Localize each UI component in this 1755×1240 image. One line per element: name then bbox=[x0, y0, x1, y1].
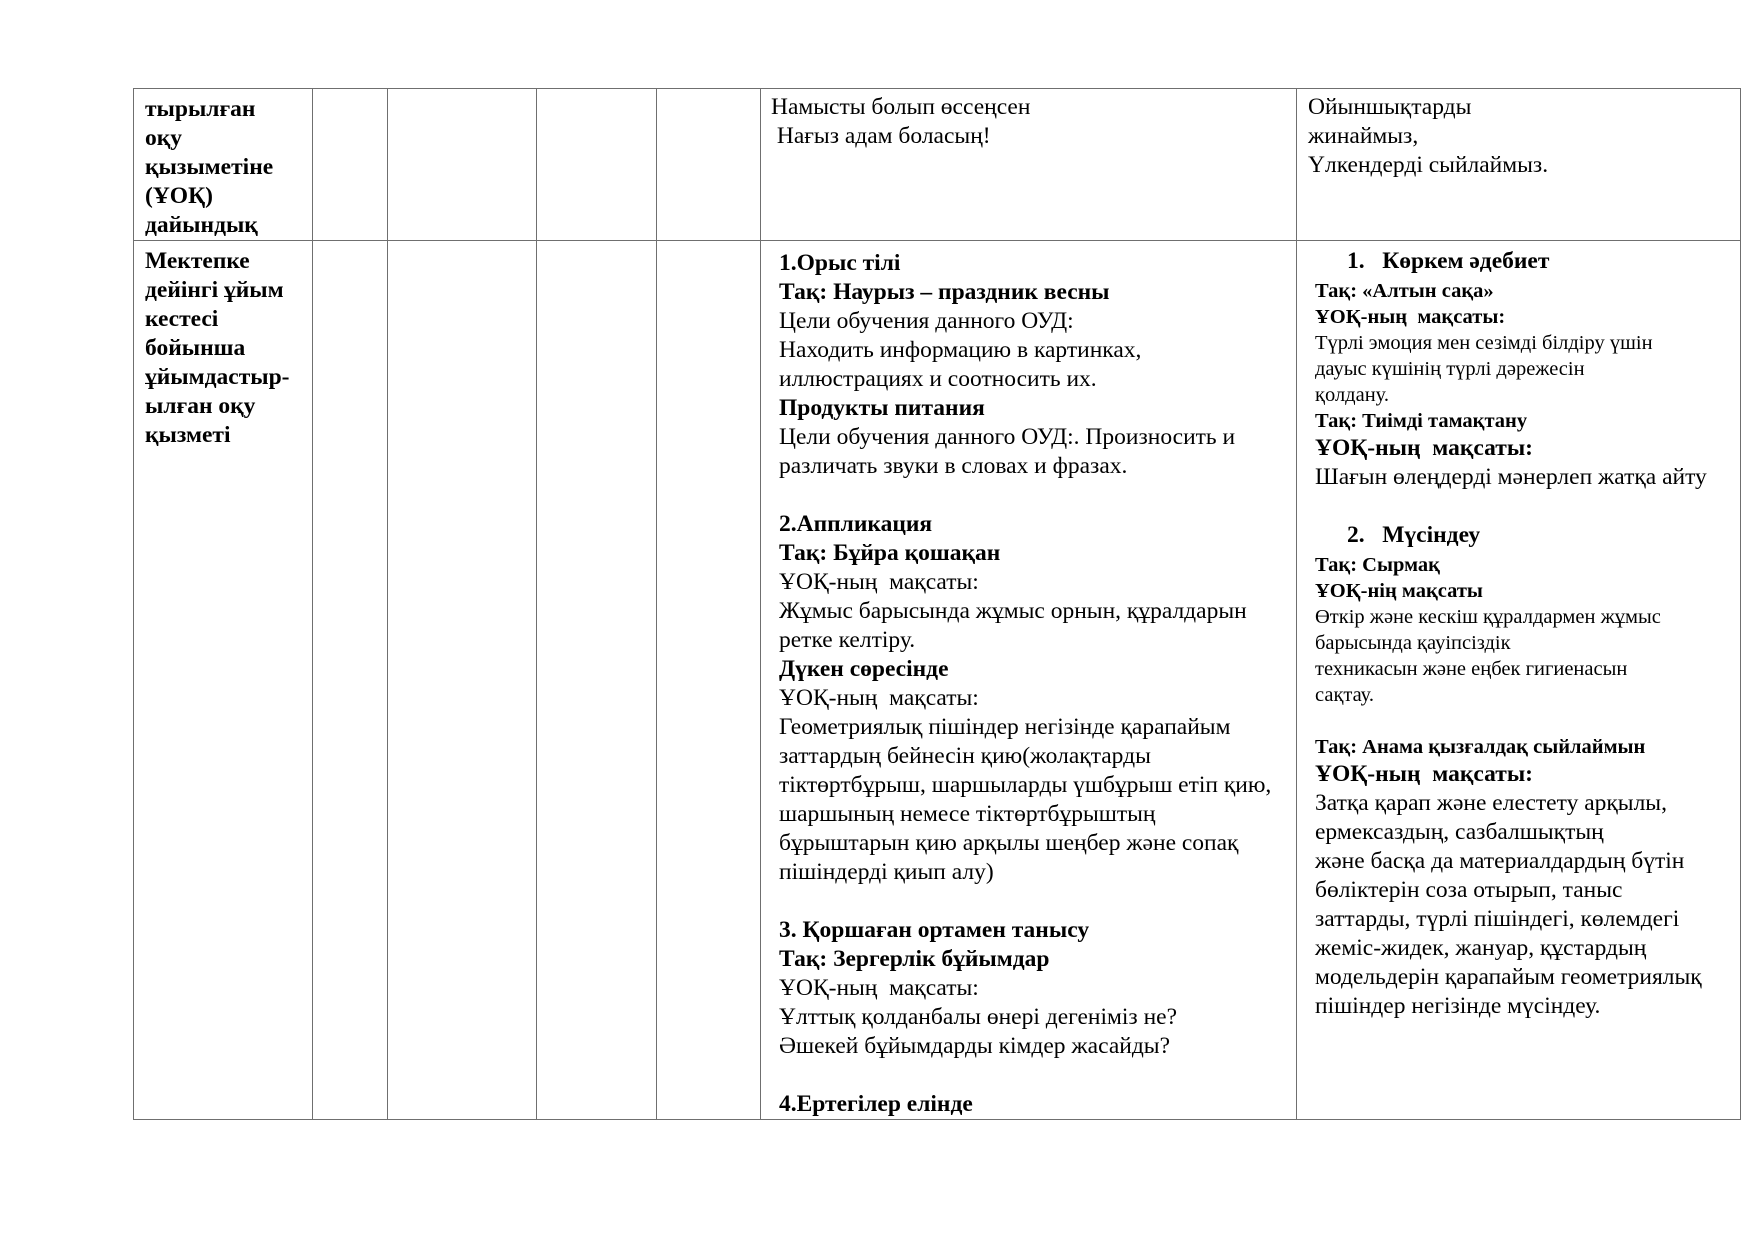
section-title bbox=[1315, 521, 1732, 550]
topic-title: Тақ: «Алтын сақа» bbox=[1315, 280, 1494, 302]
empty-cell bbox=[537, 89, 657, 241]
goal-text: бөліктерін соза отырып, таныс bbox=[1315, 877, 1623, 903]
row-label-line: оқу bbox=[145, 125, 183, 151]
goal-text: Ұлттық қолданбалы өнері дегеніміз не? bbox=[779, 1004, 1178, 1030]
goal-text: қолдану. bbox=[1315, 384, 1389, 406]
goal-text: модельдерін қарапайым геометриялық bbox=[1315, 964, 1702, 990]
row-label-cell bbox=[134, 89, 313, 241]
row-label-line: дейінгі ұйым bbox=[145, 277, 284, 303]
poem-cell bbox=[1297, 89, 1741, 241]
row-label-line: (ҰОҚ) bbox=[145, 183, 213, 209]
poem-line: Үлкендерді сыйлаймыз. bbox=[1308, 152, 1549, 178]
topic-title: Тақ: Сырмақ bbox=[1315, 554, 1440, 576]
row-label-line: кестесі bbox=[145, 306, 219, 332]
goal-label: ҰОҚ-ның мақсаты: bbox=[779, 975, 979, 1001]
row-label-line: тырылған bbox=[145, 96, 256, 122]
section-title: 1.Орыс тілі bbox=[779, 250, 901, 276]
goal-label: ҰОҚ-нің мақсаты bbox=[1315, 580, 1483, 602]
poem-cell bbox=[761, 89, 1297, 241]
goal-text: және басқа да материалдардың бүтін bbox=[1315, 848, 1685, 874]
section-number: 2. bbox=[1347, 522, 1365, 548]
poem-line: Намысты болып өссеңсен bbox=[771, 94, 1031, 120]
row-label-line: қызметі bbox=[145, 422, 231, 448]
row-label-line: ұйымдастыр- bbox=[145, 364, 290, 390]
goal-label: ҰОҚ-ның мақсаты: bbox=[779, 569, 979, 595]
poem-line: Нағыз адам боласың! bbox=[771, 123, 991, 149]
goal-text: Әшекей бұйымдарды кімдер жасайды? bbox=[779, 1033, 1170, 1059]
empty-cell bbox=[388, 89, 537, 241]
goal-text: барысында қауіпсіздік bbox=[1315, 632, 1511, 654]
empty-cell bbox=[388, 241, 537, 1120]
goal-text: Шағын өлеңдерді мәнерлеп жатқа айту bbox=[1315, 464, 1707, 490]
section-number: 1. bbox=[1347, 248, 1365, 274]
row-label-cell bbox=[134, 241, 313, 1120]
row-label-line: бойынша bbox=[145, 335, 246, 361]
topic-title: Дүкен сөресінде bbox=[779, 656, 949, 682]
goal-label: ҰОҚ-ның мақсаты: bbox=[779, 685, 979, 711]
topic-title: Продукты питания bbox=[779, 395, 985, 421]
row-label-line: қызыметіне bbox=[145, 154, 274, 180]
goal-text: техникасын және еңбек гигиенасын bbox=[1315, 658, 1628, 680]
goal-label: ҰОҚ-ның мақсаты: bbox=[1315, 761, 1534, 787]
empty-cell bbox=[313, 241, 388, 1120]
poem-line: Ойыншықтарды bbox=[1308, 94, 1472, 120]
goal-label: ҰОҚ-ның мақсаты: bbox=[1315, 306, 1506, 328]
row-label-line: Мектепке bbox=[145, 248, 250, 274]
section-title: 3. Қоршаған ортамен танысу bbox=[779, 917, 1090, 943]
goal-text: Түрлі эмоция мен сезімді білдіру үшін bbox=[1315, 332, 1653, 354]
topic-title: Тақ: Анама қызғалдақ сыйлаймын bbox=[1315, 736, 1646, 758]
empty-cell bbox=[657, 89, 761, 241]
empty-cell bbox=[657, 241, 761, 1120]
table-row bbox=[134, 89, 1741, 241]
row-label-line: дайындық bbox=[145, 212, 258, 238]
goal-text: ермексаздың, сазбалшықтың bbox=[1315, 819, 1604, 845]
goal-text: Өткір және кескіш құралдармен жұмыс bbox=[1315, 606, 1661, 628]
section-title-text: Көркем әдебиет bbox=[1382, 248, 1550, 274]
lessons-cell bbox=[1297, 241, 1741, 1120]
goal-label: ҰОҚ-ның мақсаты: bbox=[1315, 435, 1534, 461]
goal-text: Геометриялық пішіндер негізінде қарапайым заттардың бейнесін қию(жолақтарды тіктөртбұрыш, шаршыларды үшбұрыш етіп қию, шаршының немесе тіктөртбұрыштың бұрыштарын қию арқылы шеңбер және сопақ пішіндерді қиып алу) bbox=[779, 714, 1272, 885]
section-title-text: Мүсіндеу bbox=[1382, 522, 1481, 548]
empty-cell bbox=[537, 241, 657, 1120]
table-row bbox=[134, 241, 1741, 1120]
goal-text: Затқа қарап және елестету арқылы, bbox=[1315, 790, 1667, 816]
topic-title: Тақ: Зергерлік бұйымдар bbox=[779, 946, 1050, 972]
section-title: 4.Ертегілер елінде bbox=[779, 1091, 973, 1117]
goal-text: заттарды, түрлі пішіндегі, көлемдегі bbox=[1315, 906, 1680, 932]
goal-text: сақтау. bbox=[1315, 684, 1374, 706]
row-label-line: ылған оқу bbox=[145, 393, 256, 419]
empty-cell bbox=[313, 89, 388, 241]
plan-table bbox=[133, 88, 1741, 1120]
topic-title: Тақ: Бұйра қошақан bbox=[779, 540, 1001, 566]
goal-text: Цели обучения данного ОУД:. Произносить и различать звуки в словах и фразах. bbox=[779, 424, 1236, 479]
lessons-cell bbox=[761, 241, 1297, 1120]
goal-text: дауыс күшінің түрлі дәрежесін bbox=[1315, 358, 1585, 380]
goal-text: пішіндер негізінде мүсіндеу. bbox=[1315, 993, 1601, 1019]
goal-text: Жұмыс барысында жұмыс орнын, құралдарын ретке келтіру. bbox=[779, 598, 1247, 653]
goal-label: Цели обучения данного ОУД: bbox=[779, 308, 1074, 334]
poem-line: жинаймыз, bbox=[1308, 123, 1419, 149]
goal-text: жеміс-жидек, жануар, құстардың bbox=[1315, 935, 1647, 961]
goal-text: Находить информацию в картинках, иллюстрациях и соотносить их. bbox=[779, 337, 1142, 392]
topic-title: Тақ: Тиімді тамақтану bbox=[1315, 410, 1528, 432]
topic-title: Тақ: Наурыз – праздник весны bbox=[779, 279, 1110, 305]
section-title: 2.Аппликация bbox=[779, 511, 933, 537]
section-title bbox=[1315, 247, 1732, 276]
